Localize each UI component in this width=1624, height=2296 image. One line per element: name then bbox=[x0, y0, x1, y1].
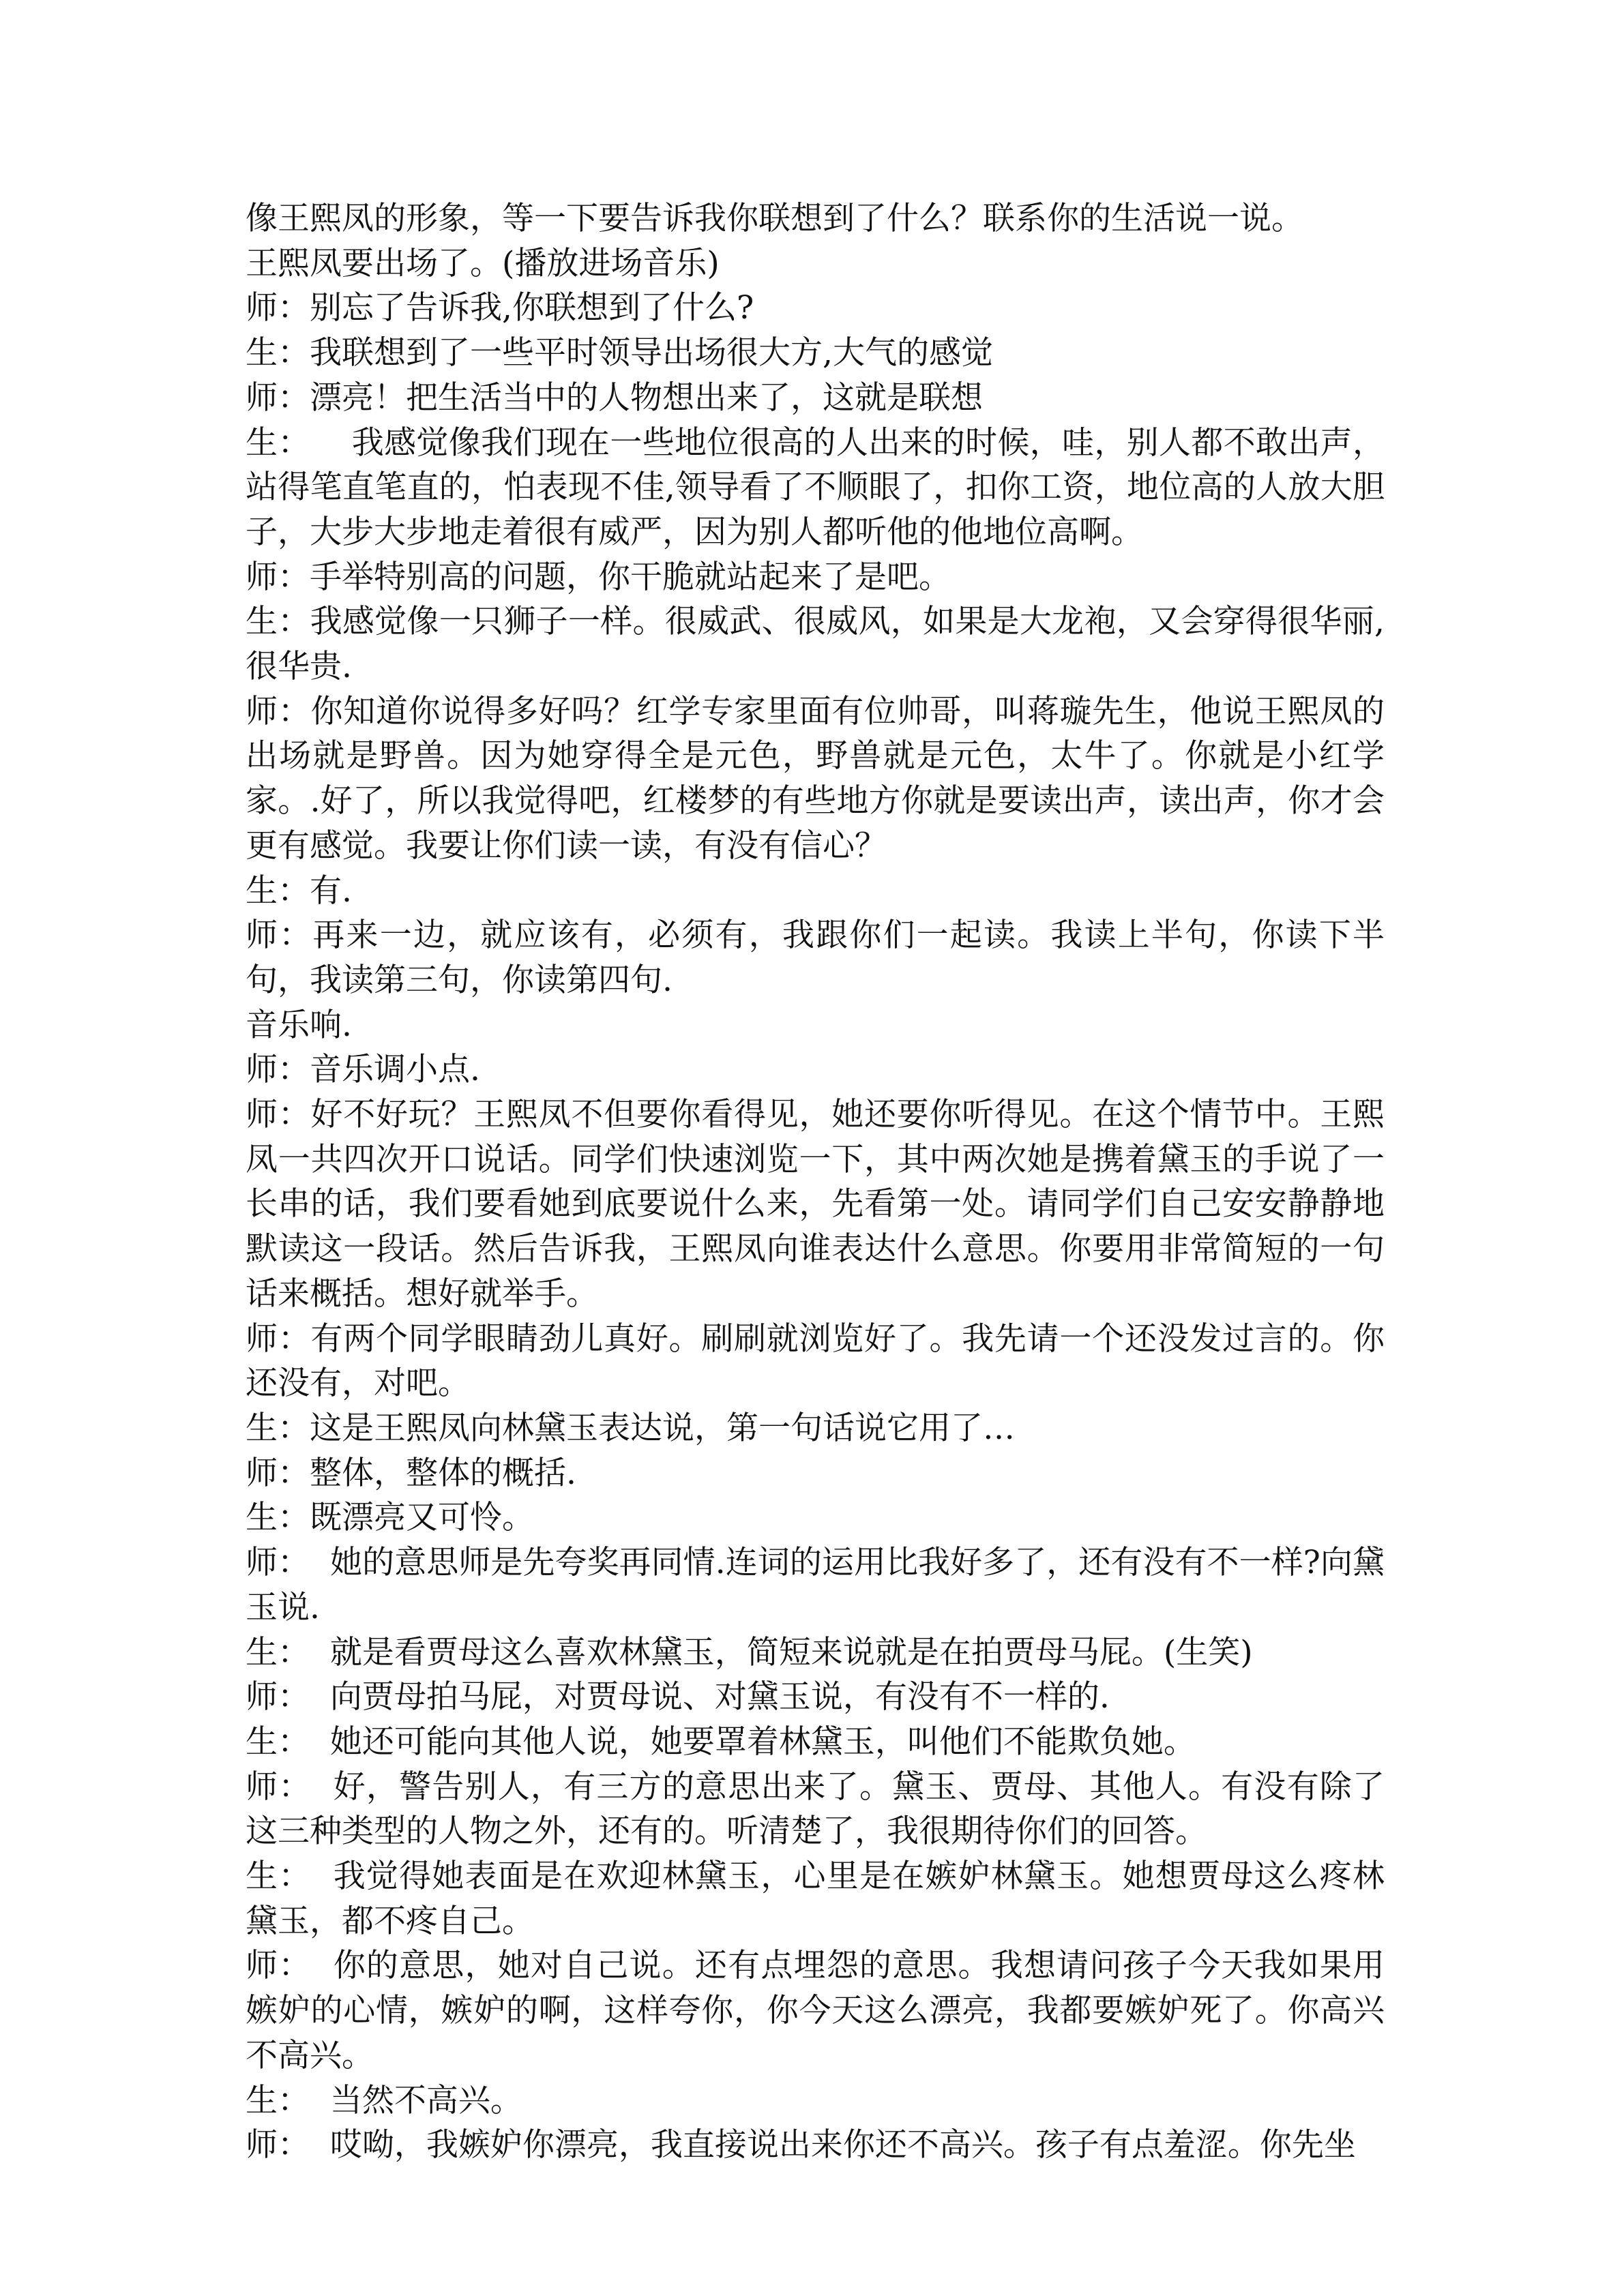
paragraph-20: 生： 就是看贾母这么喜欢林黛玉，简短来说就是在拍贾母马屁。(生笑) bbox=[246, 1633, 1253, 1671]
paragraph-1: 像王熙凤的形象，等一下要告诉我你联想到了什么？联系你的生活说一说。 bbox=[246, 200, 1303, 237]
paragraph-15: 师：有两个同学眼睛劲儿真好。刷刷就浏览好了。我先请一个还没发过言的。你还没有，对吧。 bbox=[246, 1320, 1385, 1403]
paragraph-7: 师：手举特别高的问题，你干脆就站起来了是吧。 bbox=[246, 558, 951, 596]
paragraph-10: 生：有. bbox=[246, 871, 352, 910]
paragraph-27: 师： 哎呦，我嫉妒你漂亮，我直接说出来你还不高兴。孩子有点羞涩。你先坐 bbox=[246, 2126, 1356, 2164]
paragraph-2: 王熙凤要出场了。(播放进场音乐) bbox=[246, 244, 720, 282]
paragraph-22: 生： 她还可能向其他人说，她要罩着林黛玉，叫他们不能欺负她。 bbox=[246, 1723, 1196, 1761]
document-page bbox=[246, 196, 1385, 2168]
paragraph-23: 师： 好，警告别人，有三方的意思出来了。黛玉、贾母、其他人。有没有除了这三种类型的人物之外，还有的。听清楚了，我很期待你们的回答。 bbox=[246, 1768, 1385, 1851]
paragraph-11: 师：再来一边，就应该有，必须有，我跟你们一起读。我读上半句，你读下半句，我读第三句，你读第四句. bbox=[246, 916, 1385, 999]
paragraph-6: 生： 我感觉像我们现在一些地位很高的人出来的时候，哇，别人都不敢出声，站得笔直笔直的，怕表现不佳,领导看了不顺眼了，扣你工资，地位高的人放大胆子，大步大步地走着很有威严，因为别人都听他的他地位高啊。 bbox=[246, 423, 1385, 551]
paragraph-16: 生：这是王熙凤向林黛玉表达说，第一句话说它用了… bbox=[246, 1409, 1015, 1447]
paragraph-12: 音乐响. bbox=[246, 1006, 352, 1044]
paragraph-21: 师： 向贾母拍马屁，对贾母说、对黛玉说，有没有不一样的. bbox=[246, 1678, 1110, 1716]
paragraph-14: 师：好不好玩？王熙凤不但要你看得见，她还要你听得见。在这个情节中。王熙凤一共四次开口说话。同学们快速浏览一下，其中两次她是携着黛玉的手说了一长串的话，我们要看她到底要说什么来，先看第一处。请同学们自己安安静静地默读这一段话。然后告诉我，王熙凤向谁表达什么意思。你要用非常简短的一句话来概括。想好就举手。 bbox=[246, 1096, 1385, 1313]
paragraph-24: 生： 我觉得她表面是在欢迎林黛玉，心里是在嫉妒林黛玉。她想贾母这么疼林黛玉，都不疼自己。 bbox=[246, 1858, 1385, 1940]
paragraph-19: 师： 她的意思师是先夸奖再同情.连词的运用比我好多了，还有没有不一样?向黛玉说. bbox=[246, 1544, 1385, 1626]
paragraph-17: 师：整体，整体的概括. bbox=[246, 1454, 576, 1492]
paragraph-5: 师：漂亮！把生活当中的人物想出来了，这就是联想 bbox=[246, 378, 983, 417]
paragraph-8: 生：我感觉像一只狮子一样。很威武、很威风，如果是大龙袍，又会穿得很华丽,很华贵. bbox=[246, 603, 1385, 686]
paragraph-9: 师：你知道你说得多好吗？红学专家里面有位帅哥，叫蒋璇先生，他说王熙凤的出场就是野兽。因为她穿得全是元色，野兽就是元色，太牛了。你就是小红学家。.好了，所以我觉得吧，红楼梦的有些地方你就是要读出声，读出声，你才会更有感觉。我要让你们读一读，有没有信心？ bbox=[246, 692, 1385, 865]
paragraph-25: 师： 你的意思，她对自己说。还有点埋怨的意思。我想请问孩子今天我如果用嫉妒的心情，嫉妒的啊，这样夸你，你今天这么漂亮，我都要嫉妒死了。你高兴不高兴。 bbox=[246, 1947, 1385, 2074]
paragraph-13: 师：音乐调小点. bbox=[246, 1051, 480, 1089]
paragraph-4: 生：我联想到了一些平时领导出场很大方,大气的感觉 bbox=[246, 334, 993, 372]
paragraph-3: 师：别忘了告诉我,你联想到了什么? bbox=[246, 289, 754, 327]
paragraph-26: 生： 当然不高兴。 bbox=[246, 2081, 522, 2119]
paragraph-18: 生：既漂亮又可怜。 bbox=[246, 1499, 534, 1537]
